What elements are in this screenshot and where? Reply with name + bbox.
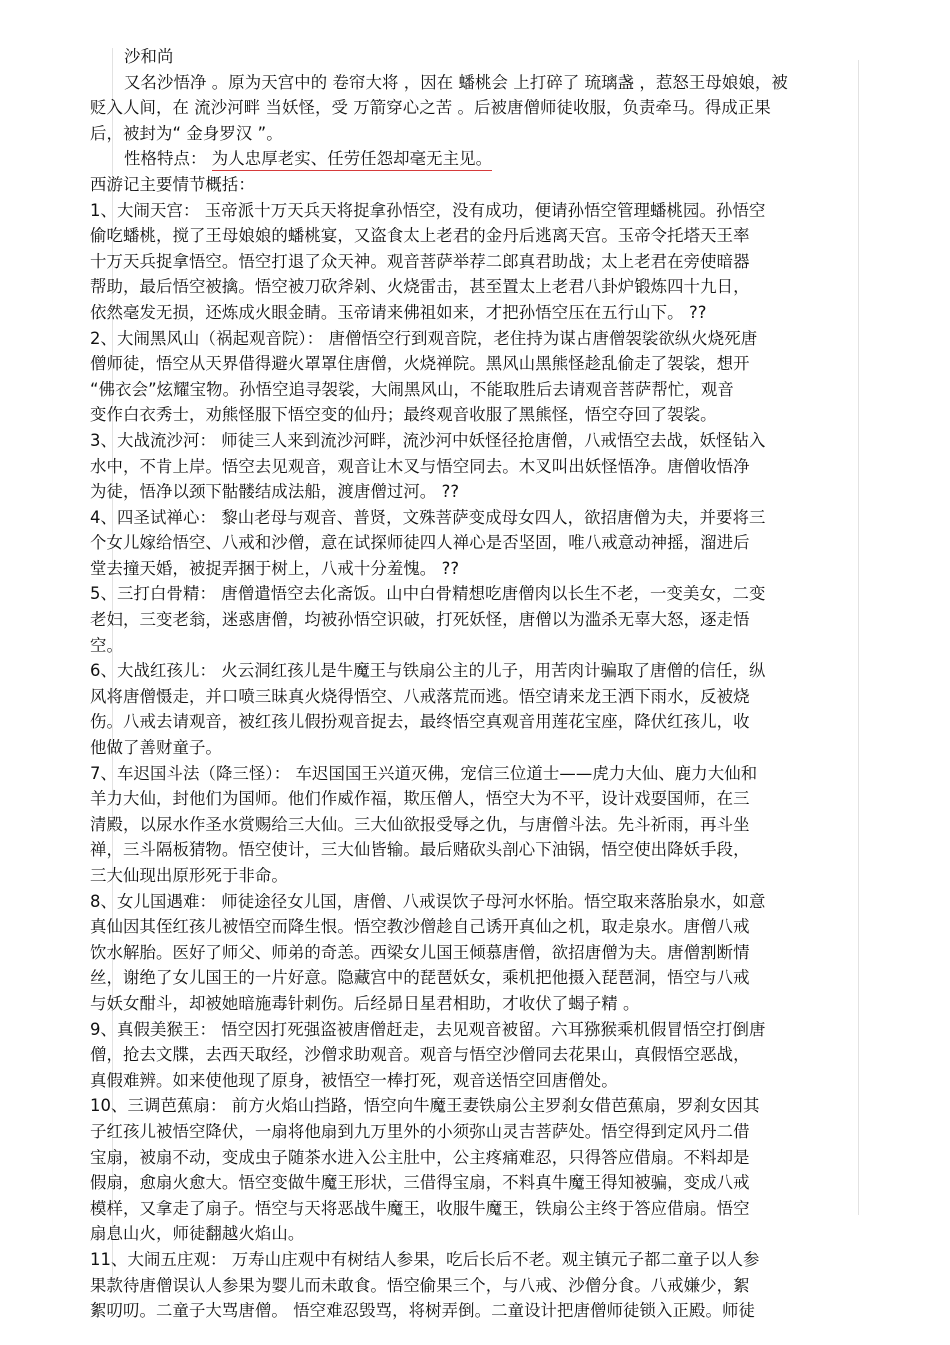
- plot-section-line: 宝扇，被扇不动，变成虫子随茶水进入公主肚中，公主疼痛难忍，只得答应借扇。不料却是: [90, 1147, 750, 1167]
- character-desc-line: 后，被封为“ 金身罗汉 ”。: [90, 123, 283, 143]
- plot-section-heading-line: 2、大闹黑风山（祸起观音院）： 唐僧悟空行到观音院，老住持为谋占唐僧袈裟欲纵火烧死唐: [90, 328, 758, 348]
- plot-section-heading-line: 4、四圣试禅心： 黎山老母与观音、普贤，文殊菩萨变成母女四人，欲招唐僧为夫，并要将三: [90, 507, 766, 527]
- plot-section-heading-line: 1、大闹天宫： 玉帝派十万天兵天将捉拿孙悟空，没有成功，便请孙悟空管理蟠桃园。孙悟空: [90, 200, 766, 220]
- plot-section: [90, 198, 840, 326]
- plot-section-line: 帮助，最后悟空被擒。悟空被刀砍斧剁、火烧雷击，甚至置太上老君八卦炉锻炼四十九日，: [90, 277, 750, 297]
- plot-section: [90, 505, 840, 582]
- plot-section-line: 水中，不肯上岸。悟空去见观音，观音让木叉与悟空同去。木叉叫出妖怪悟净。唐僧收悟净: [90, 456, 750, 476]
- plot-section-line: 丝，谢绝了女儿国王的一片好意。隐藏宫中的琵琶妖女，乘机把他摄入琵琶洞，悟空与八戒: [90, 968, 750, 988]
- plot-section: [90, 761, 840, 889]
- trait-label: 性格特点：: [124, 149, 207, 169]
- plot-section-line: 禅，三斗隔板猜物。悟空使计，三大仙皆输。最后赌砍头剖心下油锅，悟空使出降妖手段，: [90, 840, 750, 860]
- plot-section: [90, 1093, 840, 1247]
- plot-sections: [90, 198, 840, 1324]
- right-margin-rule: [858, 60, 859, 1215]
- plot-section-line: “佛衣会”炫耀宝物。孙悟空追寻袈裟，大闹黑风山，不能取胜后去请观音菩萨帮忙，观音: [90, 379, 734, 399]
- plot-section: [90, 581, 840, 658]
- plot-section-line: 与妖女酣斗，却被她暗施毒针刺伤。后经昴日星君相助，才收伏了蝎子精 。: [90, 993, 640, 1013]
- plot-section-heading-line: 3、大战流沙河： 师徒三人来到流沙河畔，流沙河中妖怪径抢唐僧，八戒悟空去战，妖怪钻入: [90, 430, 766, 450]
- document-body: [90, 44, 840, 1324]
- plot-section-heading-line: 7、车迟国斗法（降三怪）： 车迟国国王兴道灭佛，宠信三位道士——虎力大仙、鹿力大仙和: [90, 763, 758, 783]
- character-trait: [90, 146, 840, 172]
- plot-section-line: 絮叨叨。二童子大骂唐僧。 悟空难忍毁骂，将树弄倒。二童设计把唐僧师徒锁入正殿。师徒: [90, 1301, 755, 1321]
- plot-section-line: 三大仙现出原形死于非命。: [90, 866, 288, 885]
- plot-section-line: 真仙因其侄红孩儿被悟空而降生恨。悟空教沙僧趁自己诱开真仙之机，取走泉水。唐僧八戒: [90, 917, 750, 937]
- plot-section-line: 僧，抢去文牒，去西天取经，沙僧求助观音。观音与悟空沙僧同去花果山，真假悟空恶战，: [90, 1045, 750, 1065]
- trait-text: 为人忠厚老实、任劳任怨却毫无主见。: [212, 149, 492, 171]
- plot-section-line: 偷吃蟠桃，搅了王母娘娘的蟠桃宴，又盗食太上老君的金丹后逃离天宫。玉帝令托塔天王率: [90, 226, 750, 246]
- plot-section-line: 饮水解胎。医好了师父、师弟的奇恙。西梁女儿国王倾慕唐僧，欲招唐僧为夫。唐僧割断情: [90, 942, 750, 962]
- plot-section-line: 十万天兵捉拿悟空。悟空打退了众天神。观音菩萨举荐二郎真君助战；太上老君在旁使暗器: [90, 251, 750, 271]
- plot-section-line: 堂去撞天婚，被捉弄捆于树上，八戒十分羞愧。 ??: [90, 558, 460, 578]
- summary-heading: 西游记主要情节概括：: [90, 174, 255, 194]
- plot-section: [90, 1247, 840, 1324]
- plot-section-line: 子红孩儿被悟空降伏，一扇将他扇到九万里外的小须弥山灵吉菩萨处。悟空得到定风丹二借: [90, 1121, 750, 1141]
- character-title: 沙和尚: [124, 47, 174, 66]
- plot-section: [90, 428, 840, 505]
- plot-section: [90, 1017, 840, 1094]
- plot-section-line: 扇息山火，师徒翻越火焰山。: [90, 1224, 305, 1244]
- plot-section-heading-line: 5、三打白骨精： 唐僧遣悟空去化斋饭。山中白骨精想吃唐僧肉以长生不老，一变美女，二变: [90, 584, 766, 604]
- plot-section-line: 风将唐僧慑走，并口喷三昧真火烧得悟空、八戒落荒而逃。悟空请来龙王洒下雨水，反被烧: [90, 686, 750, 706]
- plot-section-heading-line: 9、真假美猴王： 悟空因打死强盗被唐僧赶走，去见观音被留。六耳猕猴乘机假冒悟空打倒唐: [90, 1019, 766, 1039]
- plot-section-line: 个女儿嫁给悟空、八戒和沙僧，意在试探师徒四人禅心是否坚固，唯八戒意动神摇，溜进后: [90, 533, 750, 553]
- plot-section: [90, 326, 840, 428]
- plot-section-line: 羊力大仙，封他们为国师。他们作威作福，欺压僧人，悟空大为不平，设计戏耍国师，在三: [90, 789, 750, 809]
- plot-section-heading-line: 10、三调芭蕉扇： 前方火焰山挡路，悟空向牛魔王妻铁扇公主罗刹女借芭蕉扇，罗刹女因其: [90, 1096, 760, 1116]
- character-desc-line: 贬入人间，在 流沙河畔 当妖怪，受 万箭穿心之苦 。后被唐僧师徒收服，负责牵马。得成正果: [90, 98, 771, 118]
- plot-section-heading-line: 11、大闹五庄观： 万寿山庄观中有树结人参果，吃后长后不老。观主镇元子都二童子以人参: [90, 1249, 760, 1269]
- plot-section-line: 清殿，以尿水作圣水赏赐给三大仙。三大仙欲报受辱之仇，与唐僧斗法。先斗祈雨，再斗坐: [90, 814, 750, 834]
- plot-section-heading-line: 6、大战红孩儿： 火云洞红孩儿是牛魔王与铁扇公主的儿子，用苦肉计骗取了唐僧的信任，纵: [90, 661, 766, 681]
- plot-section-line: 空。: [90, 635, 123, 655]
- plot-section-line: 模样，又拿走了扇子。悟空与天将恶战牛魔王，收服牛魔王，铁扇公主终于答应借扇。悟空: [90, 1198, 750, 1218]
- plot-section-heading-line: 8、女儿国遇难： 师徒途径女儿国，唐僧、八戒误饮子母河水怀胎。悟空取来落胎泉水，如意: [90, 891, 766, 911]
- plot-section-line: 假扇，愈扇火愈大。悟空变做牛魔王形状，三借得宝扇，不料真牛魔王得知被骗，变成八戒: [90, 1173, 750, 1193]
- plot-section-line: 伤。八戒去请观音，被红孩儿假扮观音捉去，最终悟空真观音用莲花宝座，降伏红孩儿，收: [90, 712, 750, 732]
- plot-section: [90, 658, 840, 760]
- plot-section-line: 老妇，三变老翁，迷惑唐僧，均被孙悟空识破，打死妖怪，唐僧以为滥杀无辜大怒，逐走悟: [90, 610, 750, 630]
- plot-section-line: 依然毫发无损，还炼成火眼金睛。玉帝请来佛祖如来，才把孙悟空压在五行山下。 ??: [90, 302, 707, 322]
- plot-section-line: 为徒，悟净以颈下骷髅结成法船，渡唐僧过河。 ??: [90, 482, 460, 502]
- plot-section-line: 变作白衣秀士，劝熊怪服下悟空变的仙丹；最终观音收服了黑熊怪，悟空夺回了袈裟。: [90, 405, 717, 425]
- plot-section-line: 果款待唐僧误认人参果为婴儿而未敢食。悟空偷果三个，与八戒、沙僧分食。八戒嫌少，絮: [90, 1275, 750, 1295]
- plot-section-line: 僧师徒，悟空从天界借得避火罩罩住唐僧，火烧禅院。黑风山黑熊怪趁乱偷走了袈裟，想开: [90, 354, 750, 374]
- plot-section-line: 真假难辨。如来使他现了原身，被悟空一棒打死，观音送悟空回唐僧处。: [90, 1070, 618, 1090]
- plot-section: [90, 889, 840, 1017]
- plot-section-line: 他做了善财童子。: [90, 738, 222, 758]
- character-desc-line: 又名沙悟净 。原为天宫中的 卷帘大将 ，因在 蟠桃会 上打碎了 琉璃盏 ，惹怒王母娘娘，被: [124, 72, 788, 92]
